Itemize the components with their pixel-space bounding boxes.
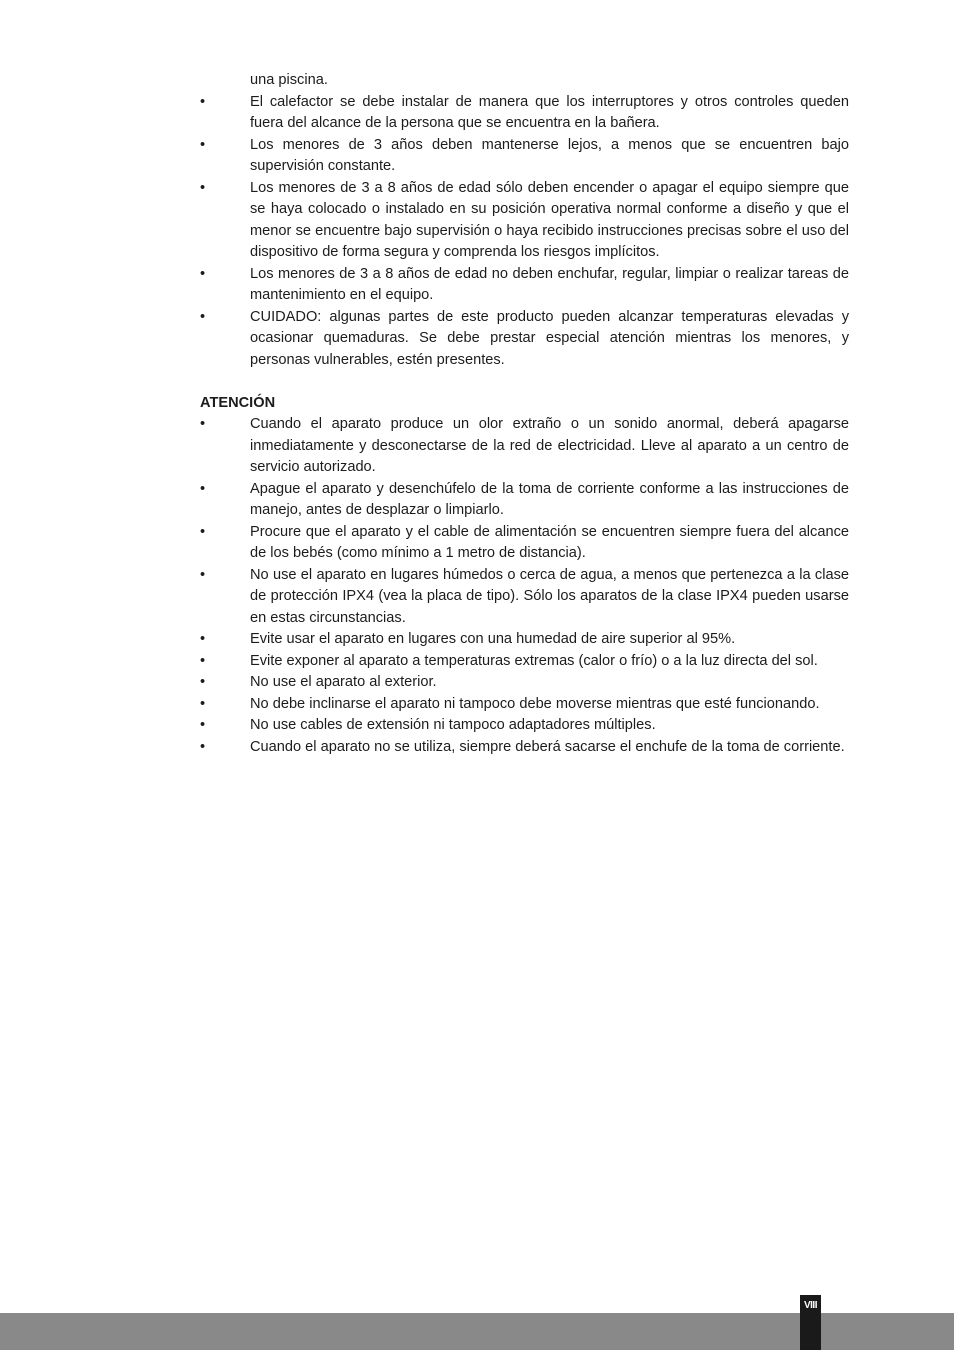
list-item [200, 694, 849, 716]
list-item-text: No use cables de extensión ni tampoco adaptadores múltiples. [250, 717, 656, 733]
list-item [200, 307, 849, 372]
attention-list [200, 414, 849, 758]
bullet-icon: • [200, 717, 206, 733]
list-item-text: No debe inclinarse el aparato ni tampoco debe moverse mientras que esté funcionando. [250, 695, 820, 712]
bullet-icon: • [200, 566, 206, 583]
bullet-icon: • [200, 93, 206, 110]
list-item [200, 92, 849, 135]
bullet-icon: • [200, 480, 206, 497]
list-item [200, 522, 849, 565]
page-number-tab [800, 1295, 821, 1350]
bullet-icon: • [200, 631, 206, 647]
list-item [200, 178, 849, 264]
list-item [200, 651, 849, 673]
bullet-icon: • [200, 738, 206, 755]
bullet-icon: • [200, 265, 206, 282]
list-item-text: No use el aparato al exterior. [250, 674, 437, 690]
page-content [200, 70, 849, 758]
list-item-text: Cuando el aparato produce un olor extraño o un sonido anormal, deberá apagarse inmediatamente y desconectarse de la red de electricidad. Lleve al aparato a un centro de servicio autorizado. [250, 416, 849, 475]
bullet-icon: • [200, 652, 206, 669]
list-item-text: No use el aparato en lugares húmedos o cerca de agua, a menos que pertenezca a la clase de protección IPX4 (vea la placa de tipo). Sólo los aparatos de la clase IPX4 pueden usarse en estas circunstancias. [250, 566, 849, 626]
list-item [200, 479, 849, 522]
list-item [200, 135, 849, 178]
list-item [200, 264, 849, 307]
list-item-text: Los menores de 3 a 8 años de edad sólo deben encender o apagar el equipo siempre que se haya colocado o instalado en su posición operativa normal conforme a diseño y que el menor se encuentre bajo supervisión o haya recibido instrucciones precisas sobre el uso del dispositivo de forma segura y comprenda los riesgos implícitos. [250, 179, 849, 260]
list-item-text: Cuando el aparato no se utiliza, siempre deberá sacarse el enchufe de la toma de corriente. [250, 738, 845, 755]
bullet-icon: • [200, 136, 206, 153]
list-item [200, 565, 849, 630]
bullet-icon: • [200, 179, 206, 196]
list-item-text: El calefactor se debe instalar de manera que los interruptores y otros controles queden fuera del alcance de la persona que se encuentra en la bañera. [250, 93, 849, 131]
list-item-text: Evite exponer al aparato a temperaturas extremas (calor o frío) o a la luz directa del sol. [250, 652, 818, 669]
list-item-text: Procure que el aparato y el cable de alimentación se encuentren siempre fuera del alcance de los bebés (como mínimo a 1 metro de distancia). [250, 523, 849, 561]
list-item [200, 629, 849, 651]
list-item [200, 737, 849, 759]
bullet-icon: • [200, 416, 206, 432]
list-item-text: Los menores de 3 a 8 años de edad no deben enchufar, regular, limpiar o realizar tareas de mantenimiento en el equipo. [250, 265, 849, 303]
bullet-icon: • [200, 674, 206, 690]
list-item-text: Los menores de 3 años deben mantenerse lejos, a menos que se encuentren bajo supervisión constante. [250, 136, 849, 174]
list-item-text: Evite usar el aparato en lugares con una humedad de aire superior al 95%. [250, 631, 736, 647]
list-item-text: CUIDADO: algunas partes de este producto pueden alcanzar temperaturas elevadas y ocasionar quemaduras. Se debe prestar especial atención mientras los menores, y personas vulnerables, estén presentes. [250, 308, 849, 368]
list-item [200, 672, 849, 694]
list-item-text: Apague el aparato y desenchúfelo de la toma de corriente conforme a las instrucciones de manejo, antes de desplazar o limpiarlo. [250, 480, 849, 518]
attention-heading: ATENCIÓN [200, 394, 276, 411]
bullet-icon: • [200, 308, 206, 325]
list-item [200, 414, 849, 479]
bullet-icon: • [200, 695, 206, 712]
list-item [200, 715, 849, 737]
continuation-text: una piscina. [250, 72, 328, 88]
page-number: VIII [803, 1300, 817, 1311]
bullet-icon: • [200, 523, 206, 540]
safety-list [200, 92, 849, 372]
